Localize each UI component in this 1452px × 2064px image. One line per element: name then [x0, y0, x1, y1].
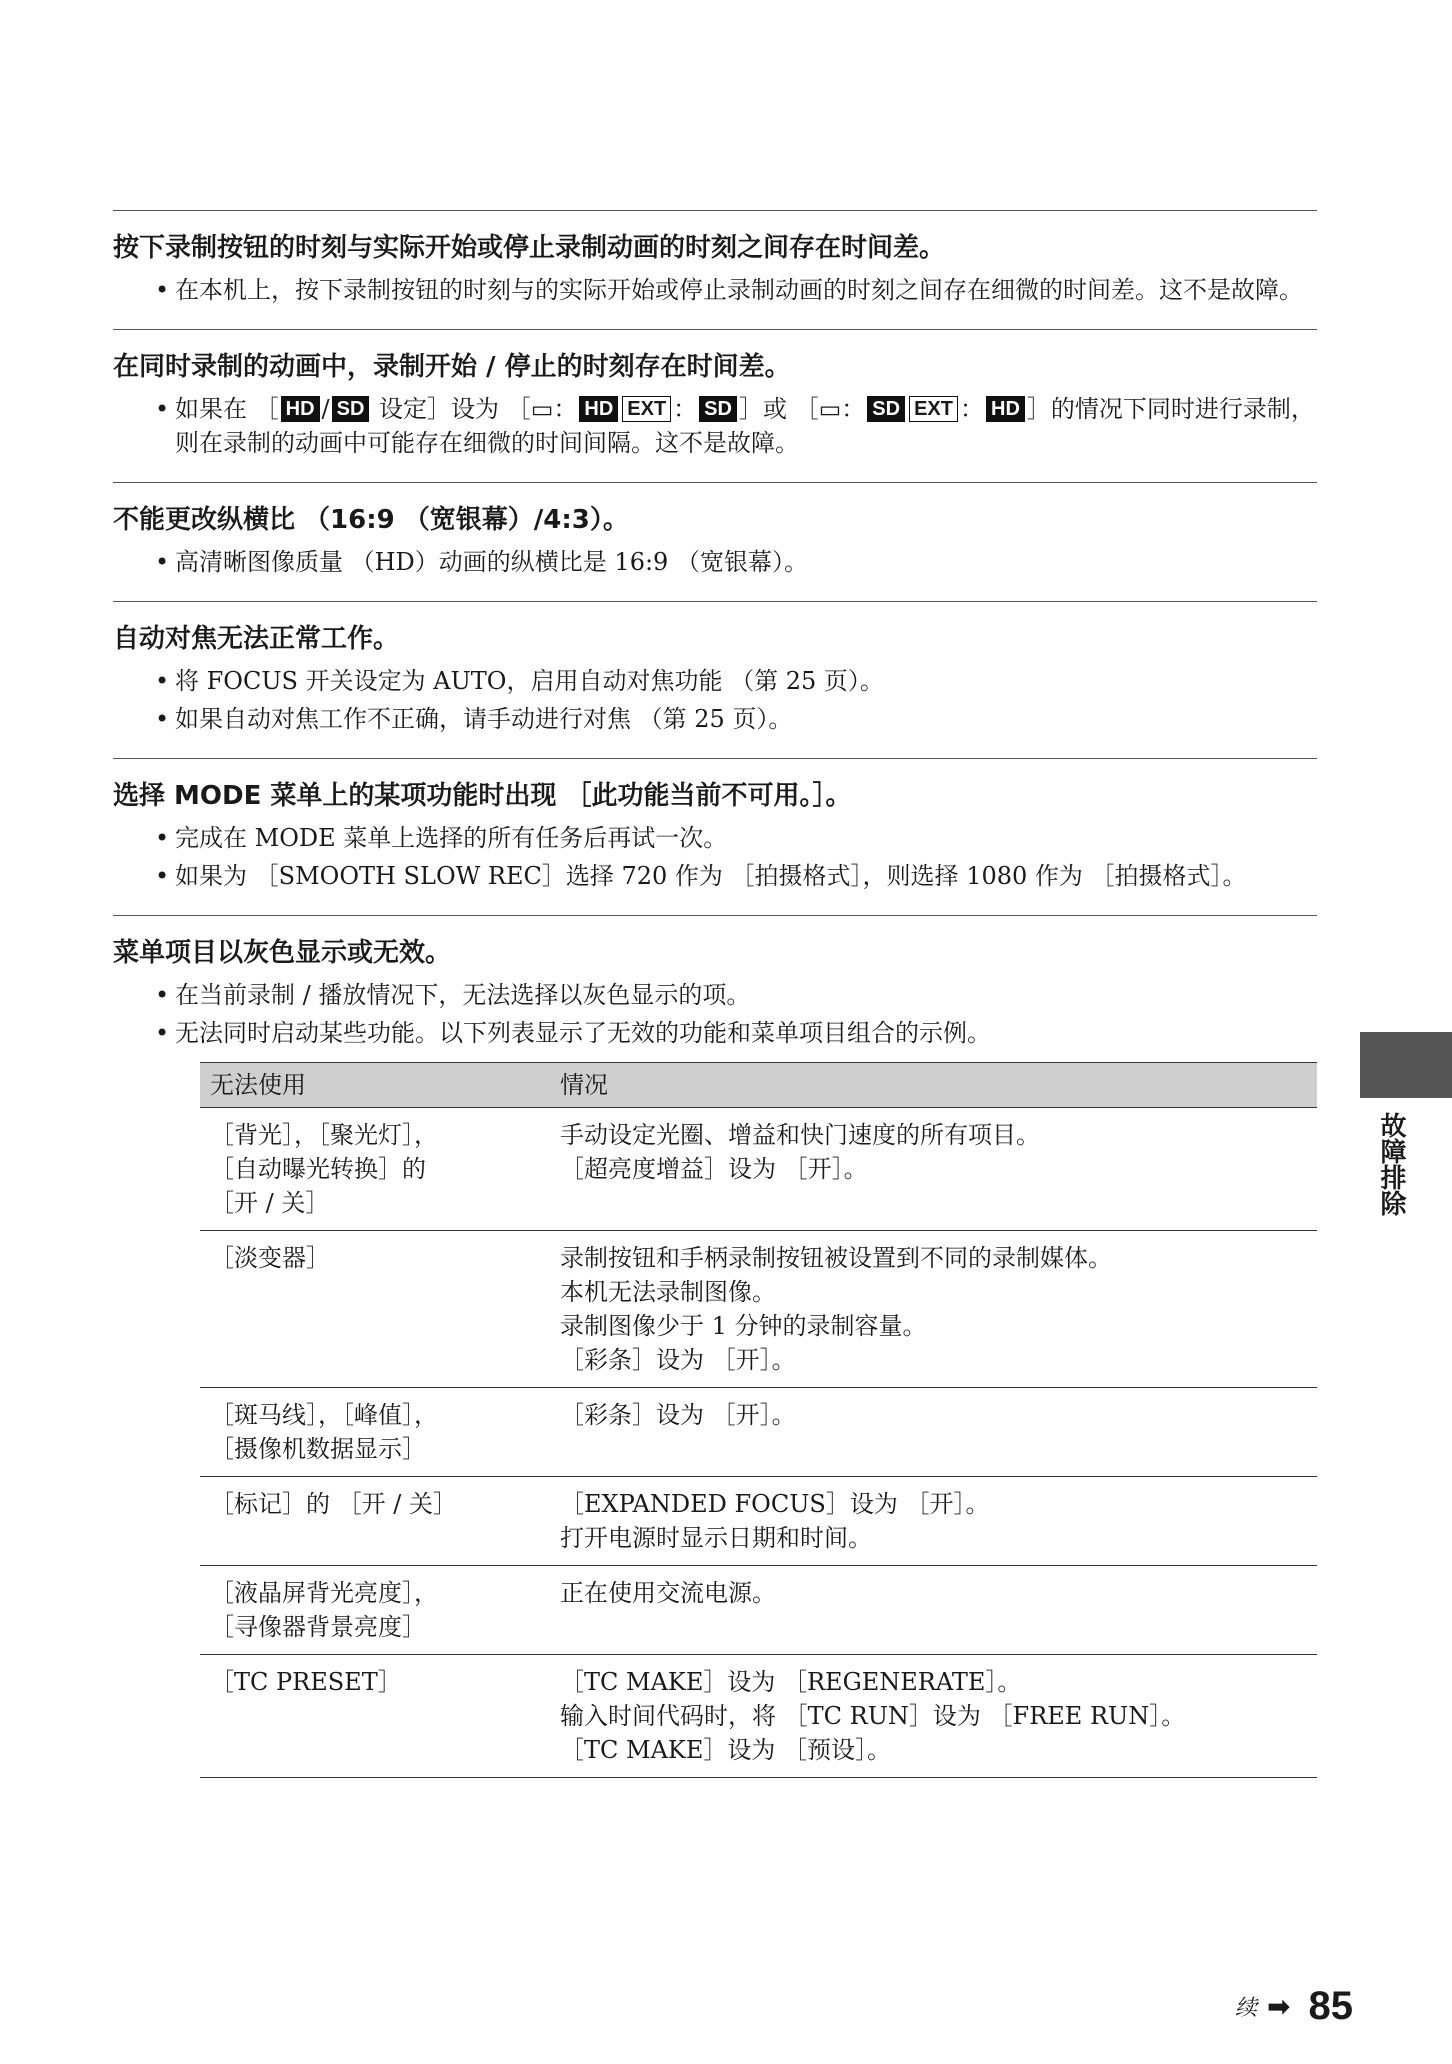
table-header-row	[200, 1063, 1317, 1108]
cell-line: ［EXPANDED FOCUS］设为 ［开］。	[560, 1490, 990, 1518]
bullet-list	[113, 664, 1317, 736]
bullet-item: • 在当前录制 / 播放情况下，无法选择以灰色显示的项。	[175, 978, 1317, 1012]
section-aspect-ratio	[113, 482, 1317, 579]
text-fragment: ：	[673, 395, 698, 423]
page-footer	[1235, 1984, 1353, 2029]
cell-line: ［背光］，［聚光灯］，	[210, 1121, 438, 1149]
hd-icon: HD	[281, 396, 320, 422]
bullet-item: • 将 FOCUS 开关设定为 AUTO，启用自动对焦功能 （第 25 页）。	[175, 664, 1317, 698]
chapter-tab-marker	[1360, 1032, 1452, 1098]
cell-line: ［自动曝光转换］的	[210, 1155, 426, 1183]
memory-card-icon: ▭	[818, 395, 842, 423]
section-heading: 在同时录制的动画中，录制开始 / 停止的时刻存在时间差。	[113, 352, 791, 382]
table-cell	[200, 1388, 550, 1477]
page-number: 85	[1308, 1984, 1353, 2028]
chapter-label: 故障排除	[1376, 1112, 1406, 1216]
table-row	[200, 1231, 1317, 1388]
table-cell	[550, 1477, 1317, 1566]
cell-line: 正在使用交流电源。	[560, 1579, 776, 1607]
section-heading: 菜单项目以灰色显示或无效。	[113, 938, 452, 968]
section-heading: 不能更改纵横比 （16:9 （宽银幕）/4:3）。	[113, 505, 629, 535]
cell-line: ［寻像器背景亮度］	[210, 1613, 426, 1641]
cell-line: ［标记］的 ［开 / 关］	[210, 1490, 457, 1518]
text-fragment: 设定］设为 ［	[371, 395, 531, 423]
bullet-item: • 如果自动对焦工作不正确，请手动进行对焦 （第 25 页）。	[175, 702, 1317, 736]
bullet-item: • 在本机上，按下录制按钮的时刻与的实际开始或停止录制动画的时刻之间存在细微的时间差。这不是故障。	[175, 273, 1317, 307]
cell-line: 手动设定光圈、增益和快门速度的所有项目。	[560, 1121, 1040, 1149]
text-fragment: ］或 ［	[738, 395, 819, 423]
cell-line: 输入时间代码时，将 ［TC RUN］设为 ［FREE RUN］。	[560, 1702, 1186, 1730]
section-rec-timing	[113, 210, 1317, 307]
cell-line: ［斑马线］，［峰值］，	[210, 1401, 438, 1429]
bullet-list	[113, 545, 1317, 579]
table-cell	[200, 1477, 550, 1566]
text-fragment: ］的情况下同时进行录制，则在录制的动画中可能存在细微的时间间隔。这不是故障。	[175, 395, 1315, 457]
section-autofocus	[113, 601, 1317, 736]
column-header-unavailable: 无法使用	[200, 1063, 550, 1108]
table-cell	[550, 1655, 1317, 1778]
text-fragment: ：	[553, 395, 578, 423]
section-heading: 自动对焦无法正常工作。	[113, 624, 400, 654]
table-row	[200, 1388, 1317, 1477]
hd-icon: HD	[579, 396, 618, 422]
table-cell	[550, 1231, 1317, 1388]
page-content	[113, 210, 1317, 1778]
bullet-item	[175, 392, 1317, 460]
bullet-list	[113, 392, 1317, 460]
text-fragment: 如果在 ［	[175, 395, 279, 423]
table-row	[200, 1566, 1317, 1655]
cell-line: ［TC MAKE］设为 ［预设］。	[560, 1736, 891, 1764]
bullet-item: • 完成在 MODE 菜单上选择的所有任务后再试一次。	[175, 821, 1317, 855]
bullet-list	[113, 978, 1317, 1050]
cell-line: ［彩条］设为 ［开］。	[560, 1401, 796, 1429]
section-menu-grayed	[113, 915, 1317, 1778]
cell-line: 打开电源时显示日期和时间。	[560, 1524, 872, 1552]
table-row	[200, 1477, 1317, 1566]
arrow-right-icon: ➡	[1267, 1990, 1291, 2023]
section-heading: 按下录制按钮的时刻与实际开始或停止录制动画的时刻之间存在时间差。	[113, 233, 946, 263]
section-heading: 选择 MODE 菜单上的某项功能时出现 ［此功能当前不可用。］。	[113, 781, 852, 811]
table-cell	[200, 1231, 550, 1388]
cell-line: 本机无法录制图像。	[560, 1278, 776, 1306]
bullet-item: • 如果为 ［SMOOTH SLOW REC］选择 720 作为 ［拍摄格式］，则选择 1080 作为 ［拍摄格式］。	[175, 859, 1317, 893]
text-fragment: /	[321, 395, 330, 423]
table-cell	[200, 1108, 550, 1231]
table-cell	[550, 1108, 1317, 1231]
conflict-table	[200, 1062, 1317, 1778]
section-mode-menu	[113, 758, 1317, 893]
cell-line: 录制图像少于 1 分钟的录制容量。	[560, 1312, 927, 1340]
cell-line: ［TC PRESET］	[210, 1668, 402, 1696]
table-cell	[550, 1566, 1317, 1655]
cell-line: ［TC MAKE］设为 ［REGENERATE］。	[560, 1668, 1022, 1696]
bullet-item: • 高清晰图像质量 （HD）动画的纵横比是 16:9 （宽银幕）。	[175, 545, 1317, 579]
table-row	[200, 1108, 1317, 1231]
continued-label: 续	[1235, 1996, 1258, 2021]
cell-line: ［彩条］设为 ［开］。	[560, 1346, 796, 1374]
sd-icon: SD	[867, 396, 905, 422]
cell-line: ［摄像机数据显示］	[210, 1435, 426, 1463]
cell-line: ［液晶屏背光亮度］，	[210, 1579, 438, 1607]
sd-icon: SD	[699, 396, 737, 422]
ext-media-icon: EXT	[909, 396, 958, 422]
ext-media-icon: EXT	[622, 396, 671, 422]
section-simul-rec	[113, 329, 1317, 460]
cell-line: ［开 / 关］	[210, 1189, 330, 1217]
cell-line: ［超亮度增益］设为 ［开］。	[560, 1155, 868, 1183]
bullet-list	[113, 821, 1317, 893]
table-cell	[550, 1388, 1317, 1477]
text-fragment: ：	[841, 395, 866, 423]
hd-icon: HD	[986, 396, 1025, 422]
table-row	[200, 1655, 1317, 1778]
sd-icon: SD	[332, 396, 370, 422]
bullet-item: • 无法同时启动某些功能。以下列表显示了无效的功能和菜单项目组合的示例。	[175, 1016, 1317, 1050]
memory-card-icon: ▭	[530, 395, 554, 423]
cell-line: 录制按钮和手柄录制按钮被设置到不同的录制媒体。	[560, 1244, 1112, 1272]
cell-line: ［淡变器］	[210, 1244, 330, 1272]
bullet-list	[113, 273, 1317, 307]
table-cell	[200, 1655, 550, 1778]
table-cell	[200, 1566, 550, 1655]
text-fragment: ：	[960, 395, 984, 423]
column-header-condition: 情况	[550, 1063, 1317, 1108]
